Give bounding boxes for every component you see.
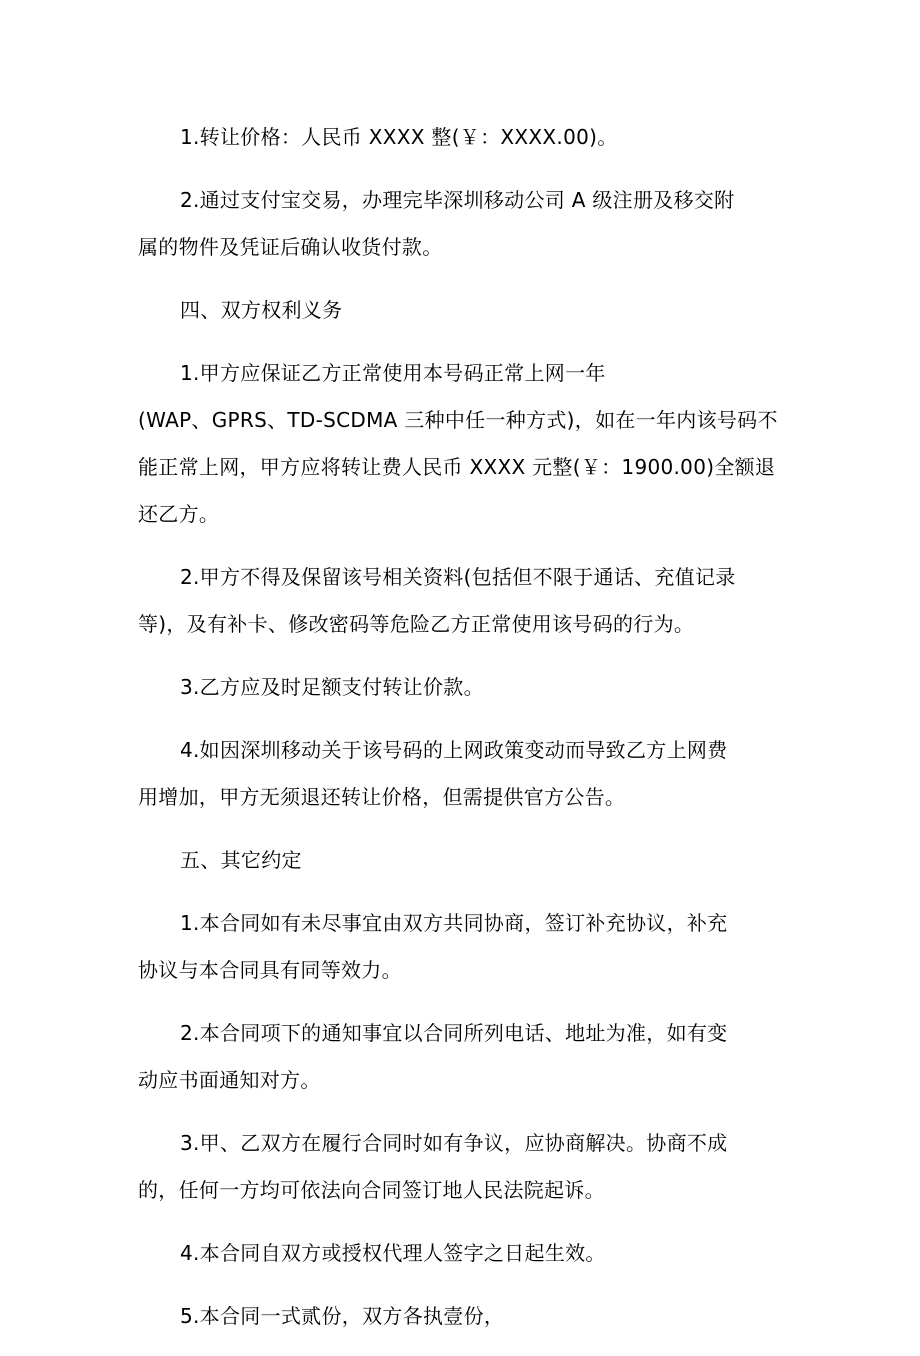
text-line: 还乙方。 [138, 502, 220, 526]
text-line: 1.转让价格：人民币 XXXX 整(￥：XXXX.00)。 [180, 125, 618, 149]
text-line: 的，任何一方均可依法向合同签订地人民法院起诉。 [138, 1178, 605, 1202]
text-line: 等)，及有补卡、修改密码等危险乙方正常使用该号码的行为。 [138, 612, 695, 636]
text-line: 协议与本合同具有同等效力。 [138, 958, 402, 982]
section-heading: 四、双方权利义务 [180, 298, 343, 322]
text-line: 4.本合同自双方或授权代理人签字之日起生效。 [180, 1241, 606, 1265]
text-line: 2.甲方不得及保留该号相关资料(包括但不限于通话、充值记录 [180, 565, 736, 589]
text-line: 1.本合同如有未尽事宜由双方共同协商，签订补充协议，补充 [180, 911, 728, 935]
text-line: (WAP、GPRS、TD-SCDMA 三种中任一种方式)，如在一年内该号码不 [138, 408, 778, 432]
text-line: 2.通过支付宝交易，办理完毕深圳移动公司 A 级注册及移交附 [180, 188, 735, 212]
text-line: 能正常上网，甲方应将转让费人民币 XXXX 元整(￥：1900.00)全额退 [138, 455, 776, 479]
text-line: 3.甲、乙双方在履行合同时如有争议，应协商解决。协商不成 [180, 1131, 728, 1155]
text-line: 5.本合同一式贰份，双方各执壹份， [180, 1304, 505, 1328]
text-line: 1.甲方应保证乙方正常使用本号码正常上网一年 [180, 361, 606, 385]
text-line: 动应书面通知对方。 [138, 1068, 321, 1092]
text-line: 2.本合同项下的通知事宜以合同所列电话、地址为准，如有变 [180, 1021, 728, 1045]
section-heading: 五、其它约定 [180, 848, 302, 872]
text-line: 用增加，甲方无须退还转让价格，但需提供官方公告。 [138, 785, 626, 809]
document-body [138, 114, 782, 1356]
text-line: 4.如因深圳移动关于该号码的上网政策变动而导致乙方上网费 [180, 738, 728, 762]
text-line: 属的物件及凭证后确认收货付款。 [138, 235, 443, 259]
text-line: 3.乙方应及时足额支付转让价款。 [180, 675, 484, 699]
